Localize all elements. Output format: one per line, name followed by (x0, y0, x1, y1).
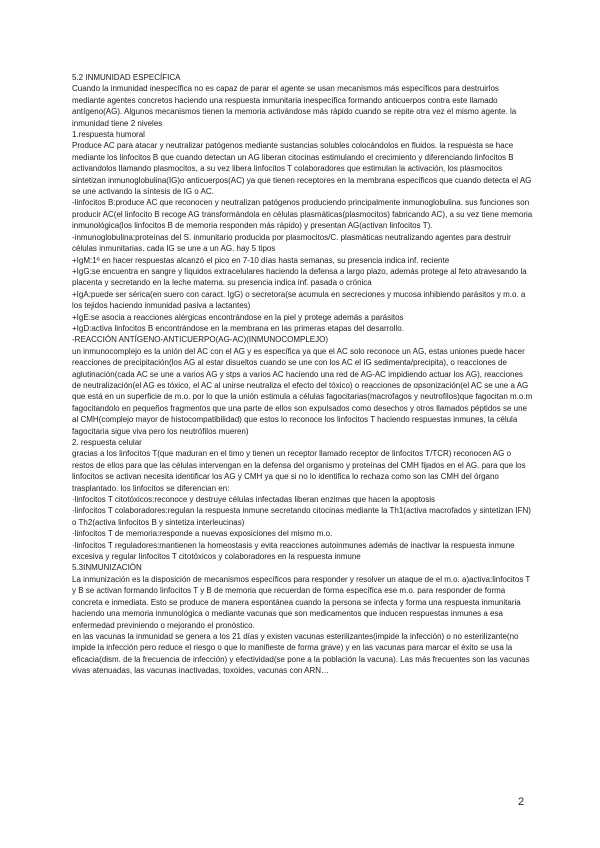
list-item: +IgD:activa linfocitos B encontrándose en la membrana en las primeras etapas del desarrollo. (72, 323, 404, 333)
paragraph: en las vacunas la inmunidad se genera a los 21 días y existen vacunas esterilizantes(impide la infección) o no esterilizante(no impide la infección pero reduce el riesgo o que lo manifieste de forma grave) y en las vacunas para marcar el éxito se usa la eficacia(dism. de la frecuencia de infección) y efectividad(se pone a la población la vacuna). Las más frecuentes son las vacunas vivas atenuadas, las vacunas inactivadas, toxoides, vacunas con ARN… (72, 631, 530, 676)
paragraph: Produce AC para atacar y neutralizar patógenos mediante sustancias solubles colocándolos en fluidos. la respuesta se hace mediante los linfocitos B que cuando detectan un AG liberan citocinas estimulando el crecimiento y diferenciando linfocitos B activandolos llamando plasmocitos, a su vez libera linfocitos T colaboradores que estimulan la activación, los plasmocitos sintetizan inmunoglobulina(IG)o anticuerpos(AC) ya que tienen receptores en la membrana específicos que cuando detecta el AG se une activando la síntesis de IG o AC. (72, 141, 532, 197)
page-number: 2 (518, 796, 525, 808)
subheading: -REACCIÓN ANTÍGENO-ANTICUERPO(AG-AC)(INMUNOCOMPLEJO) (72, 335, 329, 345)
list-item: +IgE:se asocia a reacciones alérgicas encontrándose en la piel y protege además a parásitos (72, 312, 404, 322)
list-item: ·linfocitos T colaboradores:regulan la respuesta inmune secretando citocinas mediante la Th1(activa macrofados y sintetizan IFN) o Th2(activa linfocitos B y sintetiza interleucinas) (72, 506, 531, 527)
list-item: +IgG:se encuentra en sangre y líquidos extracelulares haciendo la defensa a largo plazo, además protege al feto atravesando la placenta y secretando en la leche materna. su presencia indica inf. pasada o crónica (72, 266, 527, 288)
subheading: 2. respuesta celular (72, 438, 142, 447)
list-item: ·linfocitos T reguladores:mantienen la homeostasis y evita reacciones autoinmunes además de inactivar la respuesta inmune excesiva y regular linfocitos T citotóxicos y colaboradores en la respuesta inmune (72, 540, 515, 562)
section-heading: 5.3INMUNIZACIÓN (72, 563, 142, 573)
paragraph: un inmunocomplejo es la unión del AC con el AG y es específica ya que el AC solo reconoce un AG, estas uniones puede hacer reacciones de precipitación(los AG al estar disueltos cuando se une con los AC el IG sedimenta/precipita), o reacciones de aglutinación(cada AC se une a varios AG y stps a varios AC haciendo una red de AG-AC impidiendo actuar los AG), reacciones de neutralización(el AG es tóxico, el AC al unirse neutraliza el efecto del tóxico) o reacciones de opsonización(el AC se une a AG que está en un superficie de m.o. por lo que la unión estimula a células fagocitarias(macrofagos y neutrofilos)que fagocitan m.o.m fagocitandolo en pequeños fragmentos que una parte de ellos son expulsados como desechos y otros llamados péptidos se une al CMH(complejo mayor de histocompatibilidad) que estos lo reconoce los linfocitos T haciendo respuestas inmunes, la célula fagocitaria sigue viva pero los neutrófilos mueren) (72, 346, 533, 436)
paragraph: -linfocitos B:produce AC que reconocen y neutralizan patógenos produciendo principalmente inmunoglobulina. sus funciones son producir AC(el linfocito B recoge AG transformándola en células plasmáticas(plasmocitos) fabricando AC), a su vez tiene memoria inmunológica(los linfocitos B de memoria responden más rápido) y presentan AG(activan linfocitos T). (72, 198, 533, 231)
paragraph: La inmunización es la disposición de mecanismos específicos para responder y resolver un ataque de el m.o. a)activa:linfocitos T y B se activan formando linfocitos T y B de memoria que recuerdan de forma específica ese m.o. para responder de forma concreta e inmediata. Esto se produce de manera espontánea cuando la persona se infecta y forma una respuesta inmunitaria haciendo una memoria inmunológica o mediante vacunas que son medicamentos que inducen respuestas inmunes a esa enfermedad previniendo o mejorando el pronóstico. (72, 574, 531, 630)
section-heading: 5.2 INMUNIDAD ESPECÍFICA (72, 73, 181, 82)
document-body (72, 72, 534, 677)
list-item: ·linfocitos T citotóxicos:reconoce y destruye células infectadas liberan enzimas que hacen la apoptosis (72, 495, 436, 505)
paragraph: -inmunoglobulina:proteínas del S. inmunitario producida por plasmocitos/C. plasmáticas neutralizando agentes para destruir células inmunitarias. cada IG se une a un AG. hay 5 tipos (72, 232, 511, 254)
subheading: 1.respuesta humoral (72, 130, 145, 140)
paragraph: gracias a los linfocitos T(que maduran en el timo y tienen un receptor llamado receptor de linfocitos T/TCR) reconocen AG o restos de ellos para que las células intervengan en la defensa del organismo y proteínas del CMH fijados en el AG. para que los linfocitos se activan necesita identificar los AG y CMH ya que si no lo identifica lo rechaza como son las CMH del órgano trasplantado. los linfocitos se diferencian en: (72, 449, 526, 493)
list-item: ·linfocitos T de memoria:responde a nuevas exposiciones del mismo m.o. (72, 529, 333, 539)
list-item: +IgA:puede ser sérica(en suero con caract. IgG) o secretora(se acumula en secreciones y mucosa inhibiendo parásitos y m.o. a los tejidos haciendo inmunidad pasiva a lactantes) (72, 289, 526, 311)
list-item: +IgM:1º en hacer respuestas alcanzó el pico en 7-10 días hasta semanas, su presencia indica inf. reciente (72, 255, 450, 265)
paragraph: Cuando la inmunidad inespecífica no es capaz de parar el agente se usan mecanismos más específicos para destruirlos mediante agentes concretos haciendo una respuesta inmunitaria inespecífica formando anticuerpos contra este llamado antígeno(AG). Algunos mecanismos tienen la memoria activándose más rápido cuando se repite otra vez el mismo agente. la inmunidad tiene 2 niveles (72, 84, 517, 128)
